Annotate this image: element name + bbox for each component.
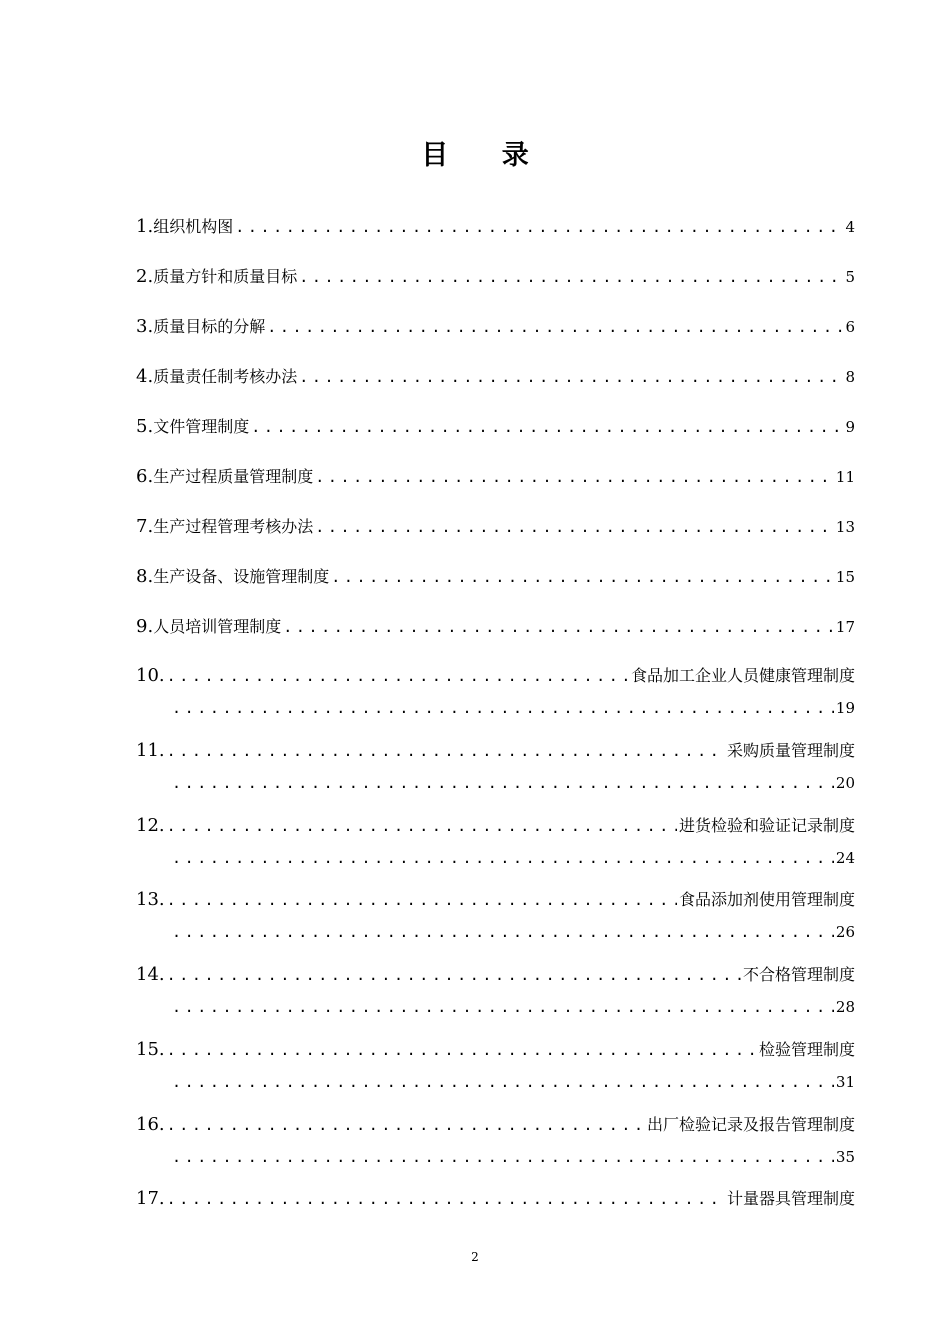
toc-entry-number: 2. <box>136 266 154 287</box>
page-title: 目 录 <box>421 140 551 171</box>
toc-entry-number: 16. <box>136 1114 165 1135</box>
toc-entry-page: 9 <box>845 418 855 436</box>
toc-entry-page: 28 <box>835 998 855 1016</box>
toc-leader <box>283 618 834 636</box>
toc-entry-number: 12. <box>136 815 165 836</box>
toc-leader <box>167 1190 725 1208</box>
page-number: 2 <box>471 1250 479 1264</box>
toc-entry-title: 出厂检验记录及报告管理制度 <box>646 1115 855 1134</box>
toc-entry-number: 14. <box>136 964 165 985</box>
toc-entry-page: 5 <box>845 268 855 286</box>
toc-leader <box>299 368 843 386</box>
toc-leader <box>172 699 834 717</box>
toc-entry-page: 20 <box>835 774 855 792</box>
toc-entry-page: 13 <box>835 518 855 536</box>
toc-entry-title: 文件管理制度 <box>153 417 250 436</box>
toc-entry-page: 35 <box>835 1148 855 1166</box>
toc-entry-title: 进货检验和验证记录制度 <box>678 816 855 835</box>
toc-entry-page: 11 <box>835 468 855 486</box>
toc-entry-number: 3. <box>136 316 154 337</box>
toc-entry-title: 质量目标的分解 <box>153 317 266 336</box>
toc-leader <box>167 1116 645 1134</box>
toc-entry-title: 生产过程管理考核办法 <box>153 517 314 536</box>
toc-leader <box>167 667 629 685</box>
toc-entry-title: 食品添加剂使用管理制度 <box>678 890 855 909</box>
toc-entry-page: 15 <box>835 568 855 586</box>
toc-entry-title: 生产过程质量管理制度 <box>153 467 314 486</box>
toc-entry-title: 人员培训管理制度 <box>153 617 282 636</box>
toc-entry-number: 9. <box>136 616 154 637</box>
toc-entry-number: 7. <box>136 516 154 537</box>
toc-entry-number: 15. <box>136 1039 165 1060</box>
toc-leader <box>172 774 834 792</box>
toc-leader <box>235 218 843 236</box>
toc-entry-page: 26 <box>835 923 855 941</box>
toc-leader <box>315 518 834 536</box>
toc-entry-number: 13. <box>136 889 165 910</box>
toc-entry-title: 计量器具管理制度 <box>726 1189 855 1208</box>
toc-leader <box>167 742 725 760</box>
toc-leader <box>172 849 834 867</box>
toc-leader <box>315 468 834 486</box>
toc-leader <box>172 998 834 1016</box>
toc-entry-number: 4. <box>136 366 154 387</box>
toc-leader <box>172 1148 834 1166</box>
toc-entry-page: 8 <box>845 368 855 386</box>
toc-entry-number: 10. <box>136 665 165 686</box>
toc-leader <box>299 268 843 286</box>
toc-entry-number: 17. <box>136 1188 165 1209</box>
toc-entry-number: 5. <box>136 416 154 437</box>
toc-entry-number: 8. <box>136 566 154 587</box>
toc-entry-number: 6. <box>136 466 154 487</box>
toc-leader <box>267 318 843 336</box>
toc-entry-title: 食品加工企业人员健康管理制度 <box>630 666 855 685</box>
toc-entry-title: 质量责任制考核办法 <box>153 367 298 386</box>
toc-leader <box>167 817 677 835</box>
toc-entry-title: 检验管理制度 <box>758 1040 855 1059</box>
toc-entry-number: 1. <box>136 216 154 237</box>
toc-entry-page: 4 <box>845 218 855 236</box>
toc-entry-number: 11. <box>136 740 165 761</box>
toc-entry-title: 采购质量管理制度 <box>726 741 855 760</box>
toc-entry-title: 组织机构图 <box>153 217 234 236</box>
toc-entry-title: 生产设备、设施管理制度 <box>153 567 330 586</box>
toc-entry-page: 6 <box>845 318 855 336</box>
toc-leader <box>172 1073 834 1091</box>
toc-leader <box>251 418 843 436</box>
toc-leader <box>167 966 741 984</box>
toc-leader <box>331 568 834 586</box>
toc-entry-title: 质量方针和质量目标 <box>153 267 298 286</box>
toc-entry-page: 31 <box>835 1073 855 1091</box>
toc-leader <box>167 891 677 909</box>
toc-leader <box>167 1041 757 1059</box>
toc-entry-page: 19 <box>835 699 855 717</box>
toc-entry-title: 不合格管理制度 <box>742 965 855 984</box>
toc-entry-page: 24 <box>835 849 855 867</box>
toc-entry-page: 17 <box>835 618 855 636</box>
toc-leader <box>172 923 834 941</box>
